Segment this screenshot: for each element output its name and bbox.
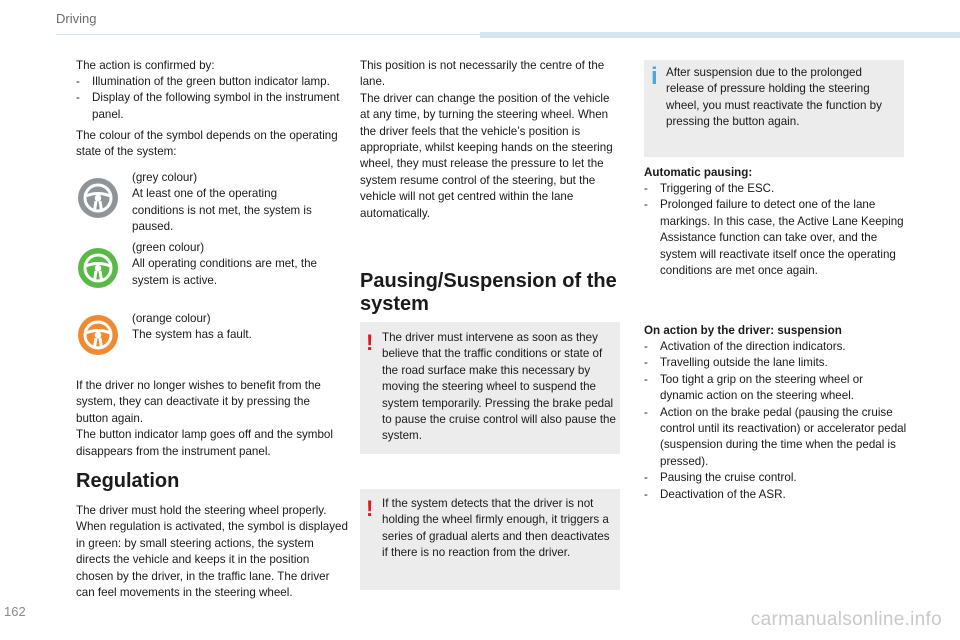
regulation-heading: Regulation bbox=[76, 470, 180, 492]
list-item: - Deactivation of the ASR. bbox=[644, 487, 786, 501]
driver-action-list bbox=[644, 339, 908, 503]
info-text: After suspension due to the prolonged release of pressure holding the steering wheel, you must reactivate the function by pressing the button again. bbox=[666, 66, 882, 129]
regulation-paragraph: The driver must hold the steering wheel properly. When regulation is activated, the symbol is displayed in green: by small steering actions, the system directs the vehicle and keeps it in the position chosen by the driver, in the traffic lane. The driver can feel movements in the steering wheel. bbox=[76, 504, 348, 600]
list-item: - Activation of the direction indicators. bbox=[644, 340, 846, 353]
list-item: - Triggering of the ESC. bbox=[644, 182, 775, 195]
info-box-reactivate bbox=[644, 60, 904, 157]
warning-box-intervene bbox=[360, 322, 620, 454]
header-accent-bar bbox=[480, 32, 960, 38]
symbol-green-text: (green colour) All operating conditions are met, the system is active. bbox=[132, 241, 317, 287]
list-item: - Illumination of the green button indicator lamp. bbox=[76, 75, 330, 88]
list-item: - Too tight a grip on the steering wheel or dynamic action on the steering wheel. bbox=[644, 372, 864, 403]
symbol-grey-text: (grey colour) At least one of the operating conditions is not met, the system is paused. bbox=[132, 171, 312, 234]
automatic-pausing-title: Automatic pausing: bbox=[644, 166, 753, 179]
warning-text: If the system detects that the driver is not holding the wheel firmly enough, it triggers a series of gradual alerts and then deactivates if there is no reaction from the driver. bbox=[382, 497, 610, 560]
colour-intro: The colour of the symbol depends on the operating state of the system: bbox=[76, 129, 338, 159]
watermark: carmanualsonline.info bbox=[750, 609, 942, 630]
deactivate-paragraph: If the driver no longer wishes to benefit from the system, they can deactivate it by pressing the button again. The button indicator lamp goes off and the symbol disappears from the instrument panel. bbox=[76, 379, 333, 458]
symbol-orange-text: (orange colour) The system has a fault. bbox=[132, 312, 252, 342]
section-title: Driving bbox=[56, 11, 97, 26]
list-item: - Action on the brake pedal (pausing the cruise control until its reactivation) or accelerator pedal (suspension during the time when the pedal is pressed). bbox=[644, 405, 907, 468]
list-item: - Prolonged failure to detect one of the lane markings. In this case, the Active Lane Keeping Assistance function can take over, and the system will reactivate itself once the operating conditions are met once again. bbox=[644, 198, 904, 278]
list-item: - Pausing the cruise control. bbox=[644, 471, 797, 485]
list-item: - Travelling outside the lane limits. bbox=[644, 356, 828, 370]
steering-wheel-icon bbox=[76, 246, 120, 290]
confirm-intro: The action is confirmed by: bbox=[76, 59, 215, 72]
warning-icon: ! bbox=[366, 496, 374, 521]
automatic-pausing-list bbox=[644, 181, 908, 279]
header-divider bbox=[56, 34, 480, 35]
warning-text: The driver must intervene as soon as they believe that the traffic conditions or state of the road surface make this necessary by moving the steering wheel to suspend the system temporarily. Pressing the brake pedal to pause the cruise control will also pause the system. bbox=[382, 331, 616, 443]
steering-wheel-icon bbox=[76, 313, 120, 357]
warning-icon: ! bbox=[366, 330, 374, 355]
confirm-list bbox=[76, 74, 346, 123]
info-icon: i bbox=[651, 63, 658, 90]
pausing-heading: Pausing/Suspension of the system bbox=[360, 270, 617, 315]
warning-box-detect bbox=[360, 489, 620, 590]
steering-wheel-icon bbox=[76, 176, 120, 220]
page-number: 162 bbox=[4, 604, 26, 619]
position-paragraph: This position is not necessarily the centre of the lane. The driver can change the position of the vehicle at any time, by turning the steering wheel. When the driver feels that the vehicle’s position is appropriate, whilst keeping hands on the steering wheel, they must release the pressure to let the system resume control of the steering, but the vehicle will not get centred within the lane automatically. bbox=[360, 59, 613, 220]
driver-action-title: On action by the driver: suspension bbox=[644, 324, 842, 337]
list-item: - Display of the following symbol in the instrument panel. bbox=[76, 91, 340, 121]
